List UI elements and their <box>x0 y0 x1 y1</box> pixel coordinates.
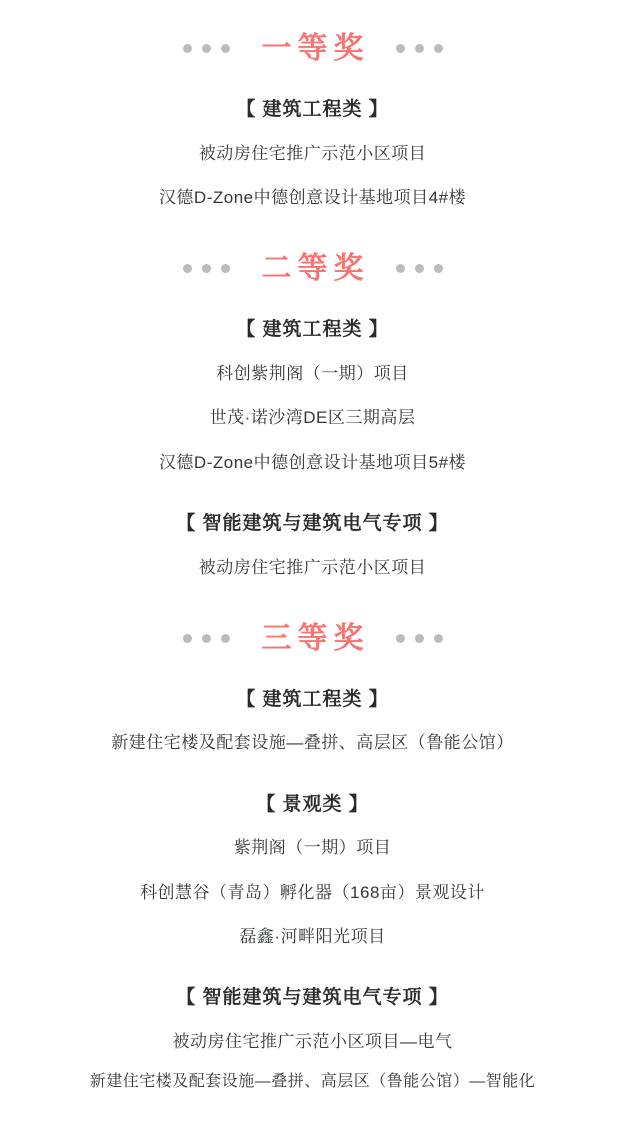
category-heading: 【 建筑工程类 】 <box>236 688 389 710</box>
dot-icon <box>183 264 192 273</box>
dot-icon <box>415 44 424 53</box>
project-entry: 被动房住宅推广示范小区项目 <box>198 143 427 163</box>
award-heading-first-prize <box>20 18 605 75</box>
award-title: 三等奖 <box>261 621 370 655</box>
dot-icon <box>221 44 230 53</box>
dot-icon <box>183 44 192 53</box>
dot-icon <box>434 44 443 53</box>
dot-icon <box>221 264 230 273</box>
project-entry: 被动房住宅推广示范小区项目—电气 <box>172 1032 453 1051</box>
project-entry: 汉德D-Zone中德创意设计基地项目5#楼 <box>158 452 467 472</box>
award-section-second-prize <box>20 238 605 590</box>
project-entry: 新建住宅楼及配套设施—叠拼、高层区（鲁能公馆）—智能化 <box>89 1073 536 1091</box>
project-entry: 世茂·诺沙湾DE区三期高层 <box>209 408 416 428</box>
dot-icon <box>202 44 211 53</box>
project-entry: 新建住宅楼及配套设施—叠拼、高层区（鲁能公馆） <box>111 733 514 753</box>
dot-icon <box>396 634 405 643</box>
dot-icon <box>415 264 424 273</box>
dot-icon <box>183 634 192 643</box>
dot-icon <box>396 264 405 273</box>
category-heading: 【 智能建筑与建筑电气专项 】 <box>176 512 449 534</box>
award-section-first-prize <box>20 18 605 220</box>
project-entry: 科创慧谷（青岛）孵化器（168亩）景观设计 <box>140 882 485 902</box>
section-spacer <box>20 590 605 608</box>
project-entry: 科创紫荆阁（一期）项目 <box>216 363 409 383</box>
award-title: 一等奖 <box>261 32 370 65</box>
dots-left-icon <box>183 264 230 273</box>
dot-icon <box>396 44 405 53</box>
category-heading: 【 建筑工程类 】 <box>236 99 389 120</box>
dots-left-icon <box>183 634 230 643</box>
project-entry: 汉德D-Zone中德创意设计基地项目4#楼 <box>158 187 467 207</box>
dot-icon <box>415 634 424 643</box>
award-heading-second-prize <box>20 238 605 295</box>
dots-right-icon <box>396 634 443 643</box>
project-entry: 磊鑫·河畔阳光项目 <box>239 927 386 947</box>
category-heading: 【 智能建筑与建筑电气专项 】 <box>176 987 449 1009</box>
dot-icon <box>202 264 211 273</box>
dots-right-icon <box>396 264 443 273</box>
award-title: 二等奖 <box>261 252 370 286</box>
dots-left-icon <box>183 44 230 53</box>
award-heading-third-prize <box>20 608 605 665</box>
category-heading: 【 景观类 】 <box>256 793 369 815</box>
dot-icon <box>202 634 211 643</box>
dot-icon <box>221 634 230 643</box>
dots-right-icon <box>396 44 443 53</box>
project-entry: 紫荆阁（一期）项目 <box>233 838 392 858</box>
project-entry: 被动房住宅推广示范小区项目 <box>198 557 427 577</box>
section-spacer <box>20 220 605 238</box>
category-heading: 【 建筑工程类 】 <box>236 319 389 341</box>
dot-icon <box>434 634 443 643</box>
award-section-third-prize <box>20 608 605 1100</box>
dot-icon <box>434 264 443 273</box>
